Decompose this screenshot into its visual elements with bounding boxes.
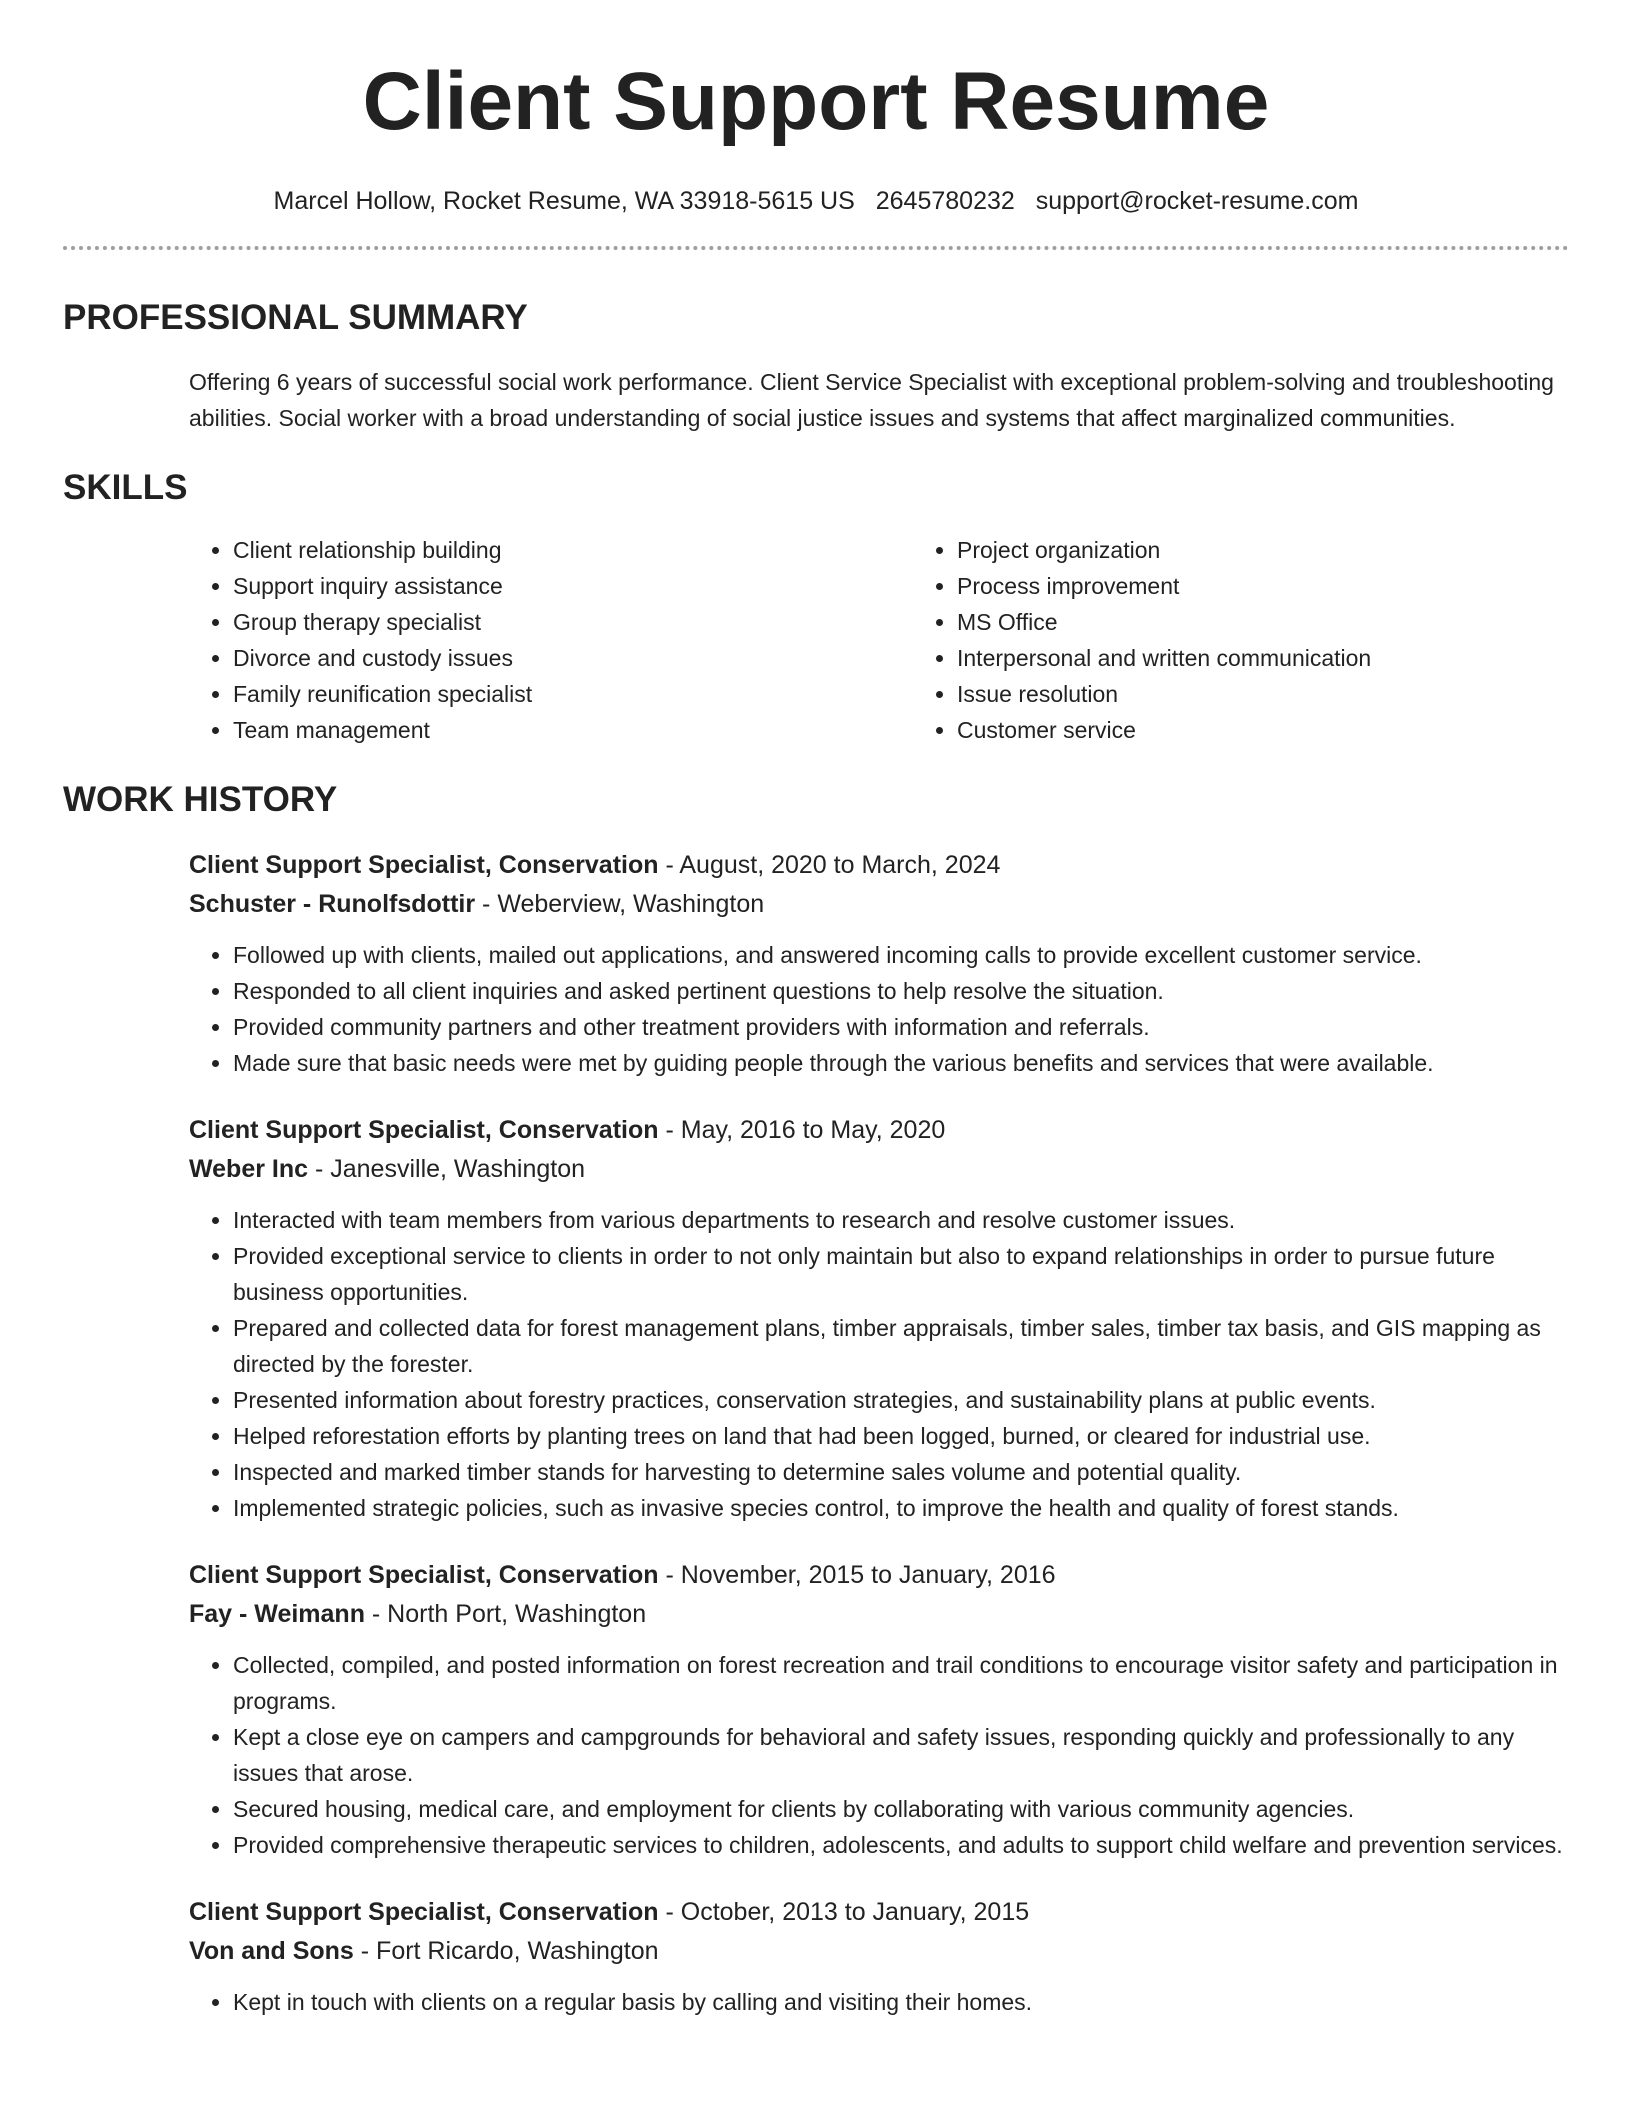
duty-item: • Secured housing, medical care, and employment for clients by collaborating with various community agencies. bbox=[233, 1791, 1569, 1827]
duty-item: • Provided community partners and other treatment providers with information and referrals. bbox=[233, 1009, 1569, 1045]
summary-heading: PROFESSIONAL SUMMARY bbox=[63, 298, 528, 337]
skill-item: • MS Office bbox=[957, 604, 1569, 640]
job-title: Client Support Specialist, Conservation bbox=[189, 851, 659, 879]
job-dates: - May, 2016 to May, 2020 bbox=[658, 1116, 946, 1144]
job-entry bbox=[189, 1893, 1569, 2020]
job-dates: - August, 2020 to March, 2024 bbox=[658, 851, 1001, 879]
job-company-line bbox=[189, 1932, 1569, 1971]
job-location: - Fort Ricardo, Washington bbox=[353, 1937, 659, 1965]
skill-item: • Interpersonal and written communication bbox=[957, 640, 1569, 676]
job-dates: - October, 2013 to January, 2015 bbox=[658, 1898, 1030, 1926]
skill-item: • Customer service bbox=[957, 712, 1569, 748]
skill-item: • Family reunification specialist bbox=[233, 676, 913, 712]
duty-item: • Prepared and collected data for forest management plans, timber appraisals, timber sales, timber tax basis, and GIS mapping as directed by the forester. bbox=[233, 1310, 1569, 1382]
skill-item: • Divorce and custody issues bbox=[233, 640, 913, 676]
job-company-line bbox=[189, 1150, 1569, 1189]
duty-item: • Interacted with team members from various departments to research and resolve customer issues. bbox=[233, 1202, 1569, 1238]
job-title-line bbox=[189, 1556, 1569, 1595]
work-history-heading: WORK HISTORY bbox=[63, 780, 338, 819]
job-title: Client Support Specialist, Conservation bbox=[189, 1116, 659, 1144]
job-entry bbox=[189, 846, 1569, 1081]
duty-item: • Provided comprehensive therapeutic services to children, adolescents, and adults to support child welfare and prevention services. bbox=[233, 1827, 1569, 1863]
contact-email: support@rocket-resume.com bbox=[1035, 187, 1359, 215]
job-company: Fay - Weimann bbox=[189, 1600, 365, 1628]
skill-item: • Process improvement bbox=[957, 568, 1569, 604]
job-company: Weber Inc bbox=[189, 1155, 309, 1183]
duty-item: • Provided exceptional service to clients in order to not only maintain but also to expand relationships in order to pursue future business opportunities. bbox=[233, 1238, 1569, 1310]
duty-item: • Kept a close eye on campers and campgrounds for behavioral and safety issues, responding quickly and professionally to any issues that arose. bbox=[233, 1719, 1569, 1791]
header-divider bbox=[63, 246, 1569, 250]
duty-item: • Collected, compiled, and posted information on forest recreation and trail conditions to encourage visitor safety and participation in programs. bbox=[233, 1647, 1569, 1719]
duty-item: • Implemented strategic policies, such as invasive species control, to improve the health and quality of forest stands. bbox=[233, 1490, 1569, 1526]
duty-item: • Followed up with clients, mailed out applications, and answered incoming calls to provide excellent customer service. bbox=[233, 937, 1569, 973]
duty-item: • Kept in touch with clients on a regular basis by calling and visiting their homes. bbox=[233, 1984, 1569, 2020]
job-location: - Janesville, Washington bbox=[308, 1155, 586, 1183]
skills-heading: SKILLS bbox=[63, 468, 188, 507]
job-title-line bbox=[189, 1111, 1569, 1150]
resume-header bbox=[0, 0, 1632, 216]
contact-address: Marcel Hollow, Rocket Resume, WA 33918-5615 US bbox=[273, 187, 855, 215]
job-location: - North Port, Washington bbox=[364, 1600, 647, 1628]
job-company-line bbox=[189, 1595, 1569, 1634]
skill-item: • Support inquiry assistance bbox=[233, 568, 913, 604]
job-duties bbox=[189, 1647, 1569, 1863]
skills-list bbox=[189, 532, 1569, 748]
duty-item: • Responded to all client inquiries and asked pertinent questions to help resolve the situation. bbox=[233, 973, 1569, 1009]
duty-item: • Made sure that basic needs were met by guiding people through the various benefits and services that were available. bbox=[233, 1045, 1569, 1081]
job-duties bbox=[189, 1984, 1569, 2020]
job-entry bbox=[189, 1111, 1569, 1526]
job-company-line bbox=[189, 885, 1569, 924]
job-title: Client Support Specialist, Conservation bbox=[189, 1898, 659, 1926]
skill-item: • Issue resolution bbox=[957, 676, 1569, 712]
job-entry bbox=[189, 1556, 1569, 1863]
resume-title: Client Support Resume bbox=[362, 56, 1270, 147]
skill-item: • Team management bbox=[233, 712, 913, 748]
skill-item: • Client relationship building bbox=[233, 532, 913, 568]
job-title: Client Support Specialist, Conservation bbox=[189, 1561, 659, 1589]
duty-item: • Helped reforestation efforts by planting trees on land that had been logged, burned, or cleared for industrial use. bbox=[233, 1418, 1569, 1454]
job-title-line bbox=[189, 1893, 1569, 1932]
job-duties bbox=[189, 937, 1569, 1081]
skills-column-right bbox=[913, 532, 1569, 748]
skill-item: • Group therapy specialist bbox=[233, 604, 913, 640]
duty-item: • Inspected and marked timber stands for harvesting to determine sales volume and potential quality. bbox=[233, 1454, 1569, 1490]
job-company: Schuster - Runolfsdottir bbox=[189, 890, 476, 918]
skills-column-left bbox=[189, 532, 913, 748]
job-company: Von and Sons bbox=[189, 1937, 354, 1965]
job-title-line bbox=[189, 846, 1569, 885]
duty-item: • Presented information about forestry practices, conservation strategies, and sustainability plans at public events. bbox=[233, 1382, 1569, 1418]
contact-phone: 2645780232 bbox=[875, 187, 1015, 215]
job-location: - Weberview, Washington bbox=[475, 890, 765, 918]
contact-line bbox=[0, 186, 1632, 216]
summary-text: Offering 6 years of successful social work performance. Client Service Specialist with exceptional problem-solving and troubleshooting abilities. Social worker with a broad understanding of social justice issues and systems that affect marginalized communities. bbox=[189, 369, 1554, 431]
job-duties bbox=[189, 1202, 1569, 1526]
skill-item: • Project organization bbox=[957, 532, 1569, 568]
job-dates: - November, 2015 to January, 2016 bbox=[658, 1561, 1056, 1589]
